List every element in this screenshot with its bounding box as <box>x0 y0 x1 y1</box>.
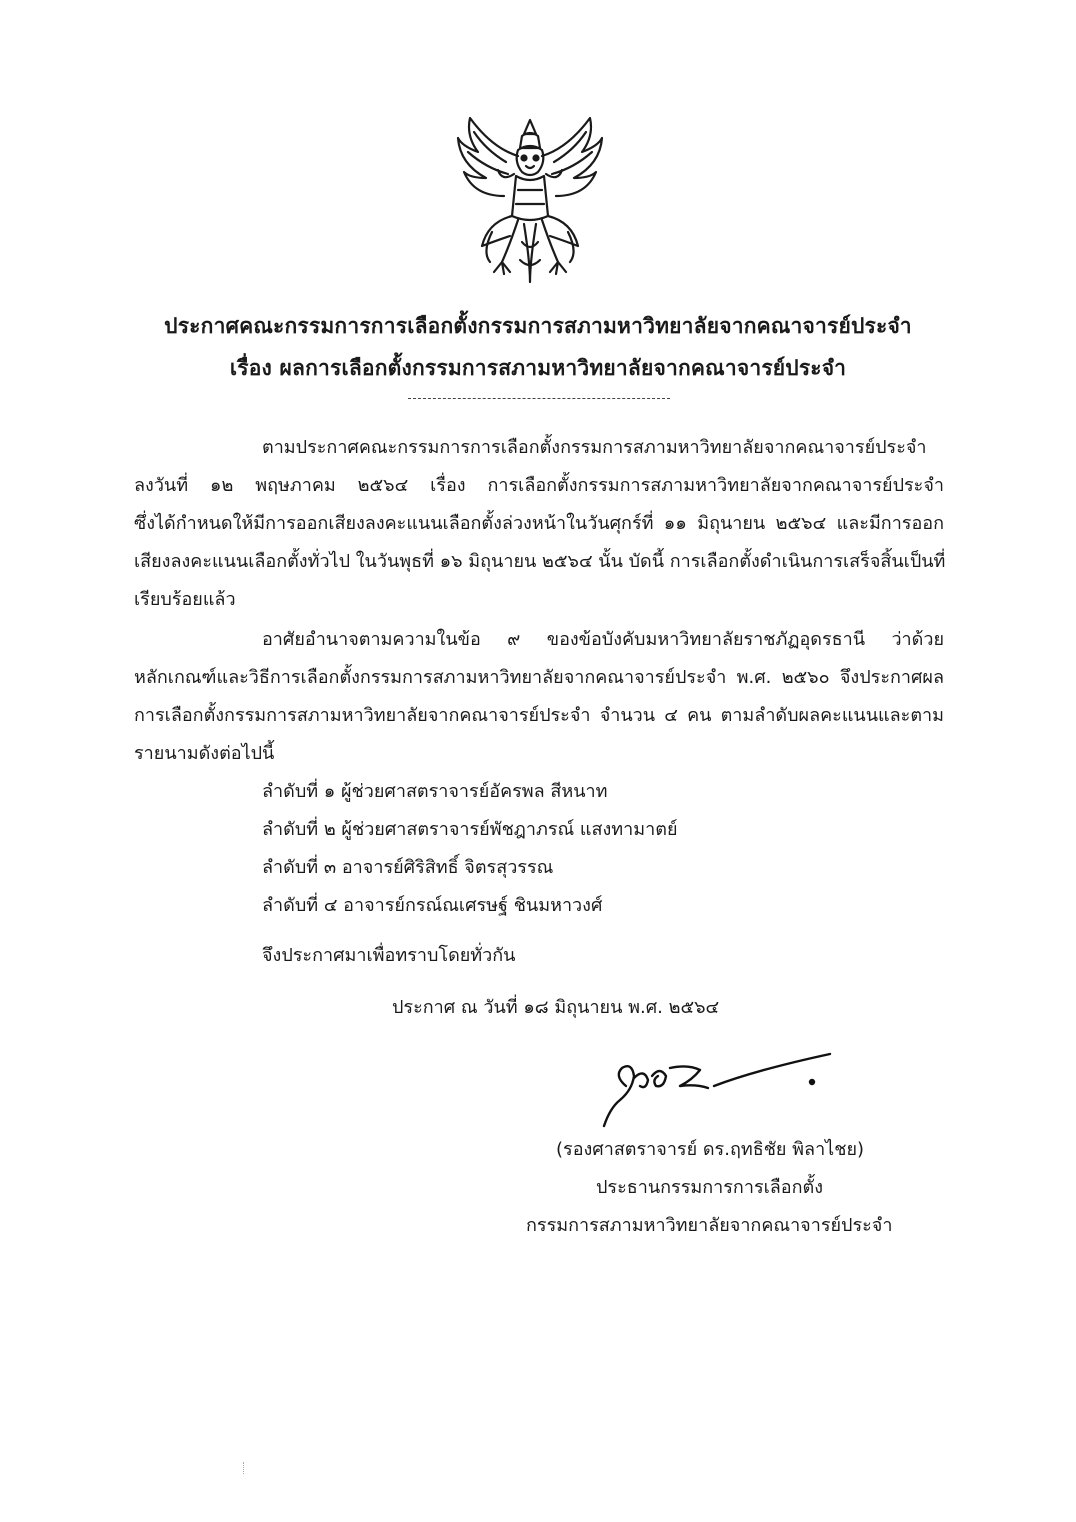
paragraph-1-line-5: เรียบร้อยแล้ว <box>134 589 236 610</box>
garuda-emblem-icon <box>452 112 608 288</box>
result-item-1: ลำดับที่ ๑ ผู้ช่วยศาสตราจารย์อัครพล สีหนาท <box>262 781 608 802</box>
announcement-date: ประกาศ ณ วันที่ ๑๘ มิถุนายน พ.ศ. ๒๕๖๔ <box>392 997 720 1018</box>
paragraph-2-line-2: หลักเกณฑ์และวิธีการเลือกตั้งกรรมการสภามหาวิทยาลัยจากคณาจารย์ประจำ พ.ศ. ๒๕๖๐ จึงประกาศผล <box>134 667 944 688</box>
paragraph-2-line-3: การเลือกตั้งกรรมการสภามหาวิทยาลัยจากคณาจารย์ประจำ จำนวน ๔ คน ตามลำดับผลคะแนนและตาม <box>134 705 944 726</box>
signatory-name: (รองศาสตราจารย์ ดร.ฤทธิชัย พิลาไชย) <box>556 1139 865 1160</box>
result-item-2: ลำดับที่ ๒ ผู้ช่วยศาสตราจารย์พัชฎาภรณ์ แสงทามาตย์ <box>262 819 678 840</box>
announcement-title: ประกาศคณะกรรมการการเลือกตั้งกรรมการสภามหาวิทยาลัยจากคณาจารย์ประจำ <box>164 314 912 338</box>
closing-statement: จึงประกาศมาเพื่อทราบโดยทั่วกัน <box>262 945 516 966</box>
signatory-position-2: กรรมการสภามหาวิทยาลัยจากคณาจารย์ประจำ <box>526 1215 893 1236</box>
paragraph-2-line-1: อาศัยอำนาจตามความในข้อ ๙ ของข้อบังคับมหาวิทยาลัยราชภัฏอุดรธานี ว่าด้วย <box>262 629 944 650</box>
title-divider <box>408 398 670 399</box>
paragraph-1-line-2: ลงวันที่ ๑๒ พฤษภาคม ๒๕๖๔ เรื่อง การเลือกตั้งกรรมการสภามหาวิทยาลัยจากคณาจารย์ประจำ <box>134 475 944 496</box>
paragraph-1-line-4: เสียงลงคะแนนเลือกตั้งทั่วไป ในวันพุธที่ ๑๖ มิถุนายน ๒๕๖๔ นั้น บัดนี้ การเลือกตั้งดำเนินการเสร็จสิ้นเป็นที่ <box>134 551 946 572</box>
paragraph-2-line-4: รายนามดังต่อไปนี้ <box>134 743 275 764</box>
result-item-3: ลำดับที่ ๓ อาจารย์ศิริสิทธิ์ จิตรสุวรรณ <box>262 857 554 878</box>
handwritten-signature <box>596 1046 836 1130</box>
scan-mark <box>243 1462 246 1474</box>
paragraph-1-line-1: ตามประกาศคณะกรรมการการเลือกตั้งกรรมการสภามหาวิทยาลัยจากคณาจารย์ประจำ <box>262 437 927 458</box>
result-item-4: ลำดับที่ ๔ อาจารย์กรณ์ณเศรษฐ์ ชินมหาวงศ์ <box>262 895 603 916</box>
announcement-subject: เรื่อง ผลการเลือกตั้งกรรมการสภามหาวิทยาลัยจากคณาจารย์ประจำ <box>229 356 847 380</box>
paragraph-1-line-3: ซึ่งได้กำหนดให้มีการออกเสียงลงคะแนนเลือกตั้งล่วงหน้าในวันศุกร์ที่ ๑๑ มิถุนายน ๒๕๖๔ และมีการออก <box>134 513 944 534</box>
signatory-position-1: ประธานกรรมการการเลือกตั้ง <box>596 1177 823 1198</box>
